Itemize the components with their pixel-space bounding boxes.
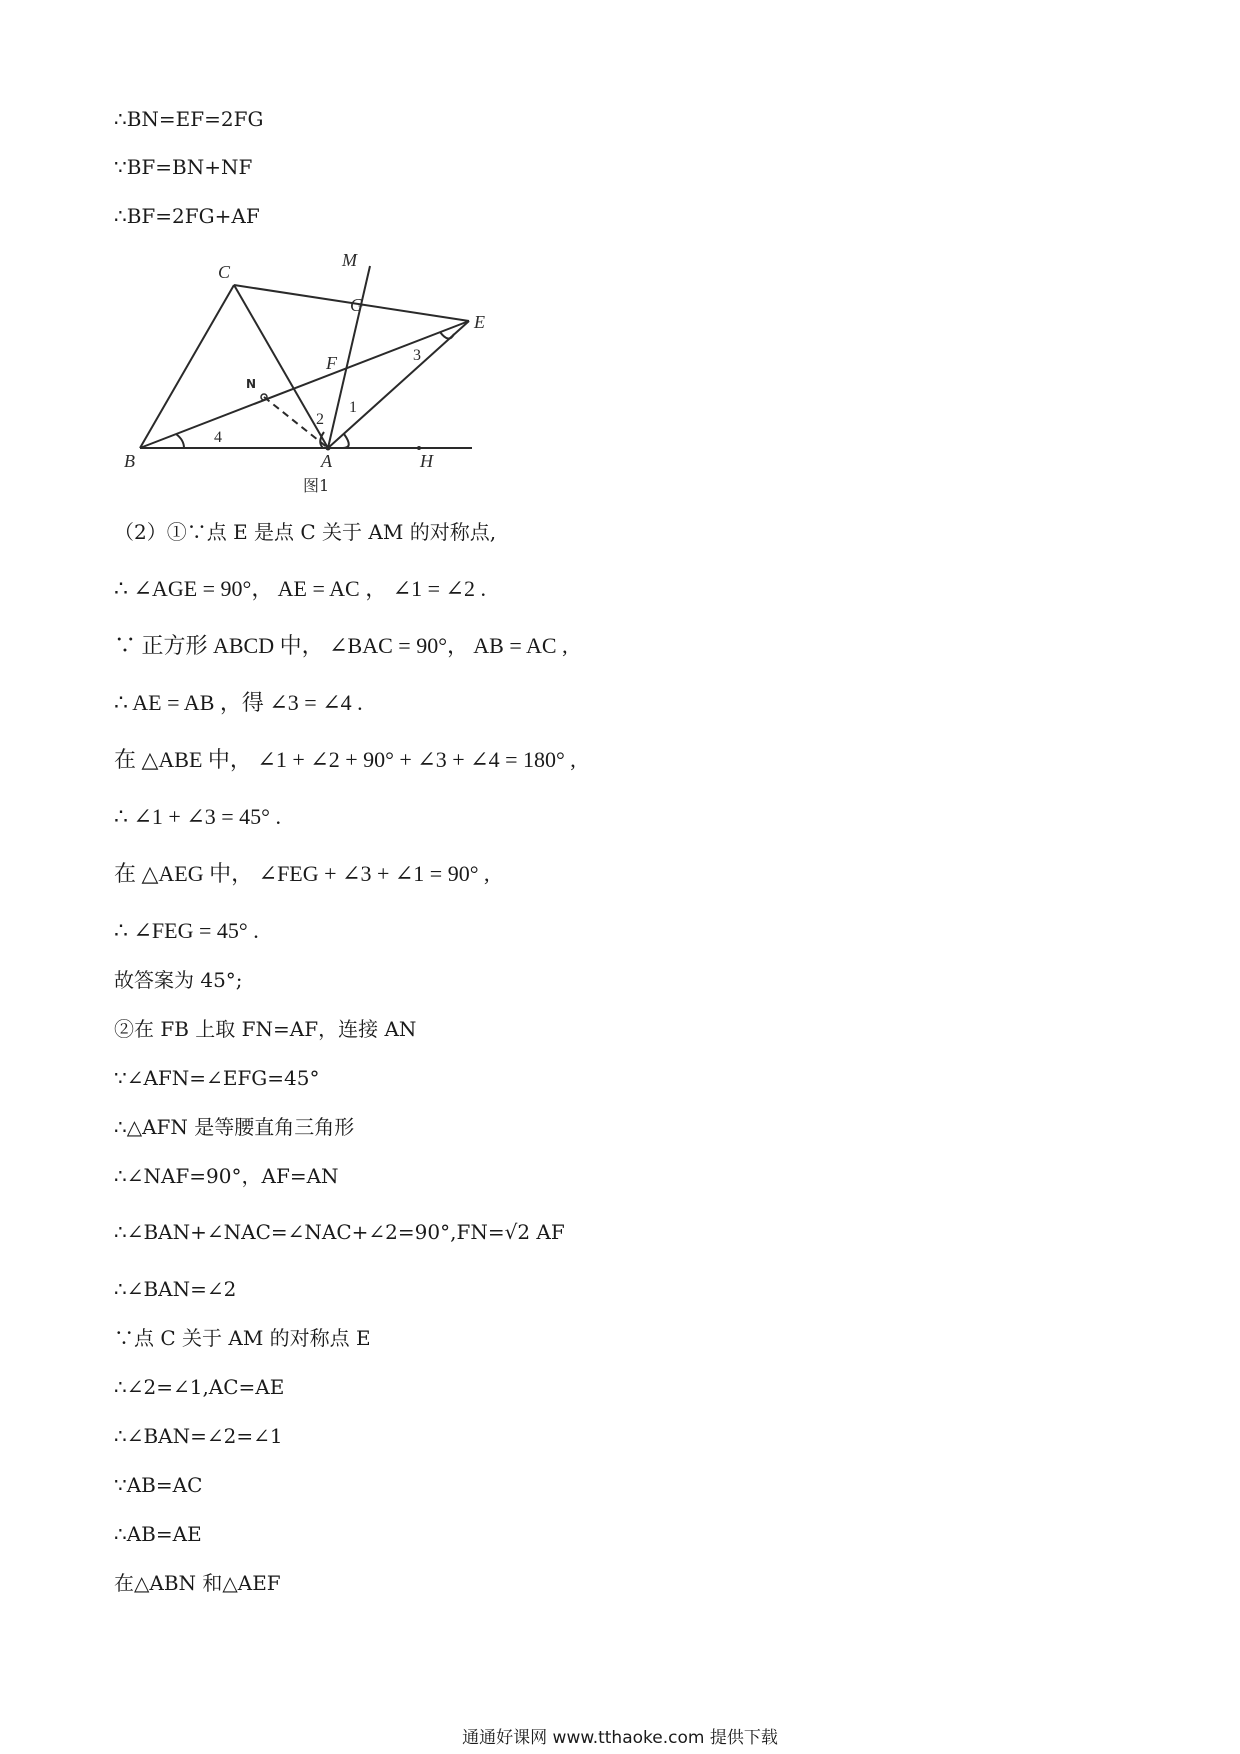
line-ae	[328, 321, 469, 448]
label-angle-1: 1	[349, 399, 357, 416]
label-h: H	[420, 451, 433, 471]
text-line-21: ∴∠BAN=∠2=∠1	[114, 1424, 283, 1448]
arc-angle-1	[343, 434, 349, 448]
text-line-14: ∵∠AFN=∠EFG=45°	[114, 1066, 320, 1090]
label-angle-3: 3	[413, 347, 421, 364]
text-line-9: ∴ ∠1 + ∠3 = 45° .	[114, 804, 281, 829]
text-line-18: ∴∠BAN=∠2	[114, 1277, 237, 1301]
line-bc	[140, 285, 234, 448]
point-h-dot	[417, 446, 421, 450]
text-line-5: ∴ ∠AGE = 90°， AE = AC ， ∠1 = ∠2 .	[114, 576, 486, 601]
text-line-11: ∴ ∠FEG = 45° .	[114, 918, 259, 943]
label-n: N	[246, 377, 257, 391]
text-line-4: （2）①∵点 E 是点 C 关于 AM 的对称点,	[114, 520, 497, 544]
label-angle-2: 2	[316, 411, 324, 428]
text-line-17: ∴∠BAN+∠NAC=∠NAC+∠2=90°,FN=√2 AF	[114, 1220, 565, 1244]
text-line-23: ∴AB=AE	[114, 1522, 202, 1546]
text-line-8: 在 △ABE 中， ∠1 + ∠2 + 90° + ∠3 + ∠4 = 180° ,	[114, 747, 576, 772]
text-line-12: 故答案为 45°;	[114, 968, 243, 992]
text-line-15: ∴△AFN 是等腰直角三角形	[114, 1115, 355, 1139]
geometry-figure	[120, 254, 490, 494]
figure-lines	[140, 266, 472, 448]
line-ca	[234, 285, 328, 448]
text-line-22: ∵AB=AC	[114, 1473, 203, 1497]
label-b: B	[124, 451, 135, 471]
text-line-7: ∴ AE = AB ，得 ∠3 = ∠4 .	[114, 690, 363, 715]
label-e: E	[474, 312, 485, 332]
label-a: A	[321, 451, 332, 471]
label-f: F	[326, 353, 337, 373]
text-line-20: ∴∠2=∠1,AC=AE	[114, 1375, 285, 1399]
text-line-24: 在△ABN 和△AEF	[114, 1571, 281, 1595]
text-line-19: ∵点 C 关于 AM 的对称点 E	[114, 1326, 371, 1350]
figure-caption: 图1	[303, 476, 330, 494]
text-line-10: 在 △AEG 中， ∠FEG + ∠3 + ∠1 = 90° ,	[114, 861, 490, 886]
label-m: M	[342, 254, 357, 270]
arc-angle-4	[176, 434, 184, 448]
text-line-2: ∵BF=BN+NF	[114, 155, 253, 179]
text-line-3: ∴BF=2FG+AF	[114, 204, 260, 228]
text-line-6: ∵ 正方形 ABCD 中， ∠BAC = 90°， AB = AC ,	[114, 633, 568, 658]
label-g: G	[350, 295, 363, 315]
text-line-1: ∴BN=EF=2FG	[114, 107, 264, 131]
point-a-dot	[326, 446, 331, 451]
page-footer: 通通好课网 www.tthaoke.com 提供下载	[462, 1728, 778, 1748]
text-line-13: ②在 FB 上取 FN=AF，连接 AN	[114, 1017, 417, 1041]
text-line-16: ∴∠NAF=90°，AF=AN	[114, 1164, 339, 1188]
label-c: C	[218, 262, 231, 282]
label-angle-4: 4	[214, 429, 222, 446]
